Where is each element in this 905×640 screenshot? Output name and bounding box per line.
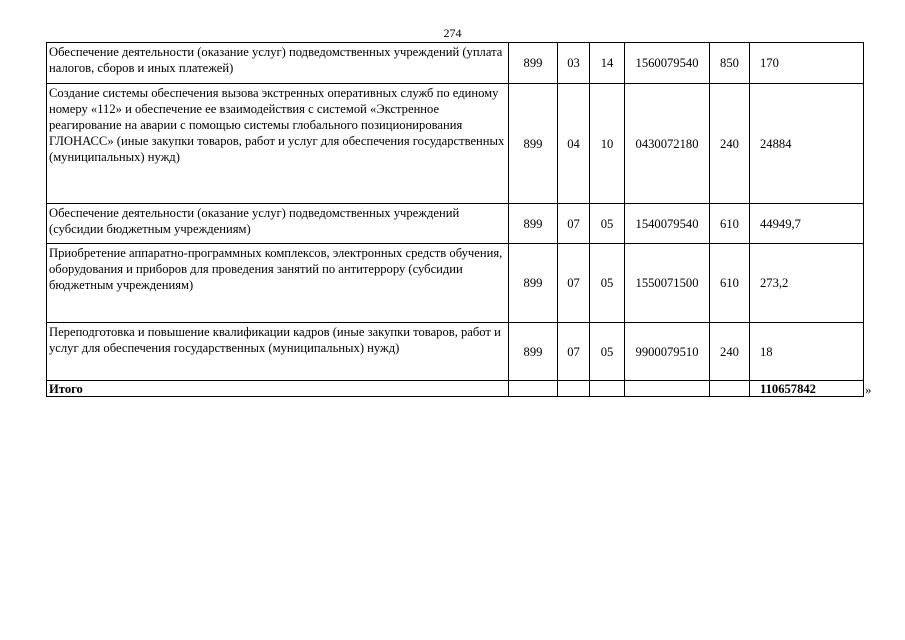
- row-section-code: 07: [558, 244, 590, 323]
- row-amount: 18: [750, 323, 864, 381]
- row-expense-type: 610: [710, 204, 750, 244]
- table-row: [47, 244, 864, 323]
- total-amount: 110657842: [750, 381, 864, 397]
- row-expense-type: 850: [710, 43, 750, 84]
- closing-quote-mark: »: [865, 382, 872, 397]
- row-target-article: 1540079540: [625, 204, 710, 244]
- row-amount: 44949,7: [750, 204, 864, 244]
- row-subsection-code: 14: [590, 43, 625, 84]
- row-expense-type: 610: [710, 244, 750, 323]
- row-target-article: 9900079510: [625, 323, 710, 381]
- row-amount: 170: [750, 43, 864, 84]
- empty-cell: [710, 381, 750, 397]
- row-expense-type: 240: [710, 323, 750, 381]
- row-ministry-code: 899: [509, 84, 558, 204]
- table-row: [47, 323, 864, 381]
- total-row: [47, 381, 864, 397]
- row-section-code: 07: [558, 204, 590, 244]
- row-description: Переподготовка и повышение квалификации кадров (иные закупки товаров, работ и услуг для обеспечения государственных (муниципальных) нужд): [47, 323, 509, 381]
- empty-cell: [558, 381, 590, 397]
- page-number: 274: [443, 26, 462, 40]
- table-row: [47, 204, 864, 244]
- row-target-article: 1560079540: [625, 43, 710, 84]
- row-subsection-code: 05: [590, 323, 625, 381]
- row-description: Обеспечение деятельности (оказание услуг) подведомственных учреждений (субсидии бюджетным учреждениям): [47, 204, 509, 244]
- row-ministry-code: 899: [509, 323, 558, 381]
- row-expense-type: 240: [710, 84, 750, 204]
- empty-cell: [590, 381, 625, 397]
- row-subsection-code: 10: [590, 84, 625, 204]
- row-description: Обеспечение деятельности (оказание услуг) подведомственных учреждений (уплата налогов, сборов и иных платежей): [47, 43, 509, 84]
- row-section-code: 07: [558, 323, 590, 381]
- total-label: Итого: [47, 381, 509, 397]
- row-ministry-code: 899: [509, 244, 558, 323]
- row-description: Создание системы обеспечения вызова экстренных оперативных служб по единому номеру «112» и обеспечение ее взаимодействия с системой «Экстренное реагирование на аварии с помощью системы глобального позиционирования ГЛОНАСС» (иные закупки товаров, работ и услуг для обеспечения государственных (муниципальных) нужд): [47, 84, 509, 204]
- table-row: [47, 84, 864, 204]
- empty-cell: [625, 381, 710, 397]
- row-ministry-code: 899: [509, 43, 558, 84]
- row-amount: 24884: [750, 84, 864, 204]
- table-row: [47, 43, 864, 84]
- row-subsection-code: 05: [590, 204, 625, 244]
- row-description: Приобретение аппаратно-программных комплексов, электронных средств обучения, оборудования и приборов для проведения занятий по антитеррору (субсидии бюджетным учреждениям): [47, 244, 509, 323]
- row-amount: 273,2: [750, 244, 864, 323]
- row-subsection-code: 05: [590, 244, 625, 323]
- empty-cell: [509, 381, 558, 397]
- row-ministry-code: 899: [509, 204, 558, 244]
- budget-table: [46, 42, 864, 397]
- row-section-code: 04: [558, 84, 590, 204]
- row-section-code: 03: [558, 43, 590, 84]
- row-target-article: 0430072180: [625, 84, 710, 204]
- row-target-article: 1550071500: [625, 244, 710, 323]
